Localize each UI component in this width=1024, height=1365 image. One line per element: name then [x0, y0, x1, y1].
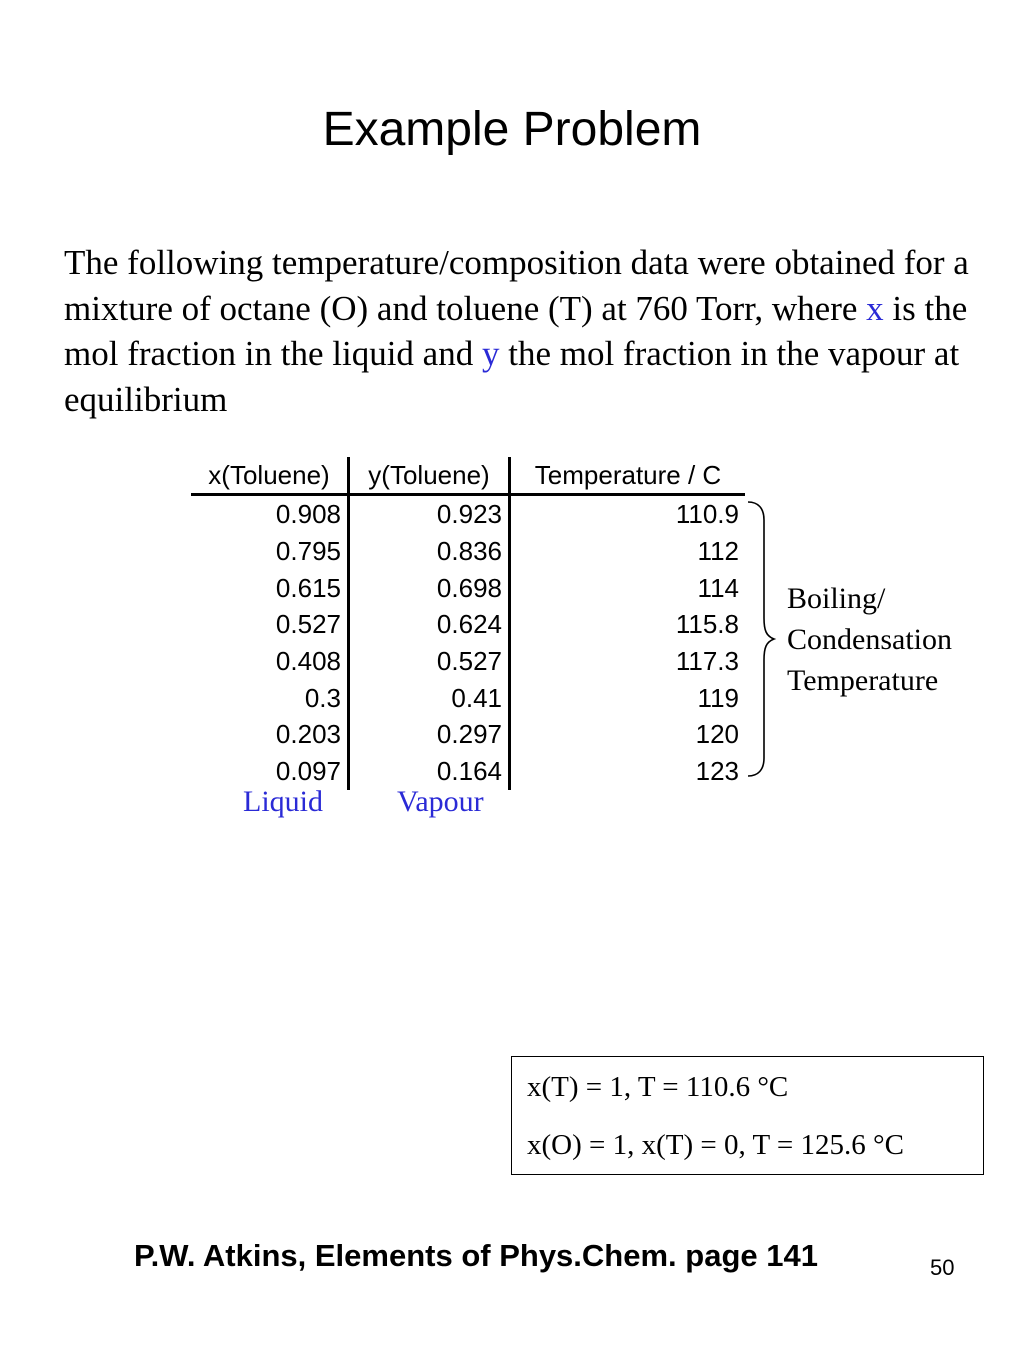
brace-label-line: Temperature	[787, 664, 939, 697]
intro-text-3: the mol fraction in the vapour at equilibrium	[64, 334, 960, 419]
page-title: Example Problem	[322, 103, 702, 156]
table-row	[191, 569, 745, 606]
x-variable: x	[866, 288, 884, 328]
curly-brace-icon	[744, 500, 784, 780]
cell-y: 0.624	[349, 606, 510, 643]
cell-x: 0.795	[191, 533, 349, 570]
cell-x: 0.615	[191, 569, 349, 606]
cell-temp: 120	[695, 719, 739, 750]
cell-y: 0.41	[349, 679, 510, 716]
table-row	[191, 606, 745, 643]
intro-text-1: The following temperature/composition data were obtained for a mixture of octane (O) and toluene (T) at 760 Torr, where	[64, 243, 969, 328]
cell-temp: 110.9	[675, 499, 739, 530]
table-row	[191, 753, 745, 790]
cell-x: 0.408	[191, 643, 349, 680]
pure-component-box	[511, 1056, 984, 1175]
y-variable: y	[481, 334, 500, 373]
brace-label-line: Condensation	[787, 623, 952, 656]
composition-table	[191, 457, 745, 790]
citation: P.W. Atkins, Elements of Phys.Chem. page 141	[134, 1238, 818, 1273]
pure-octane-line: x(O) = 1, x(T) = 0, T = 125.6 °C	[527, 1129, 904, 1161]
pure-toluene-line: x(T) = 1, T = 110.6 °C	[527, 1071, 789, 1103]
intro-text-2: is the mol fraction in the liquid and	[64, 288, 968, 373]
header-y-toluene: y(Toluene)	[349, 457, 510, 495]
cell-temp: 117.3	[675, 646, 739, 677]
problem-statement	[64, 240, 984, 422]
liquid-label: Liquid	[243, 785, 323, 818]
table-row	[191, 533, 745, 570]
table-header-row	[191, 457, 745, 495]
cell-y: 0.698	[349, 569, 510, 606]
cell-temp: 123	[695, 756, 739, 787]
cell-y: 0.836	[349, 533, 510, 570]
cell-temp: 112	[697, 536, 739, 567]
cell-x: 0.203	[191, 716, 349, 753]
table-row	[191, 679, 745, 716]
cell-temp: 114	[697, 572, 739, 603]
brace-label-line: Boiling/	[787, 582, 886, 615]
cell-x: 0.097	[191, 753, 349, 790]
table-row	[191, 643, 745, 680]
page-number: 50	[930, 1255, 955, 1280]
cell-y: 0.923	[349, 495, 510, 533]
table-row	[191, 716, 745, 753]
cell-y: 0.164	[349, 753, 510, 790]
header-temperature: Temperature / C	[510, 457, 746, 495]
header-x-toluene: x(Toluene)	[191, 457, 349, 495]
cell-temp: 119	[697, 682, 739, 713]
cell-x: 0.3	[191, 679, 349, 716]
vapour-label: Vapour	[397, 785, 484, 818]
cell-y: 0.297	[349, 716, 510, 753]
cell-temp: 115.8	[675, 609, 739, 640]
cell-y: 0.527	[349, 643, 510, 680]
cell-x: 0.527	[191, 606, 349, 643]
table-row	[191, 495, 745, 533]
boiling-condensation-label	[787, 578, 952, 701]
cell-x: 0.908	[191, 495, 349, 533]
